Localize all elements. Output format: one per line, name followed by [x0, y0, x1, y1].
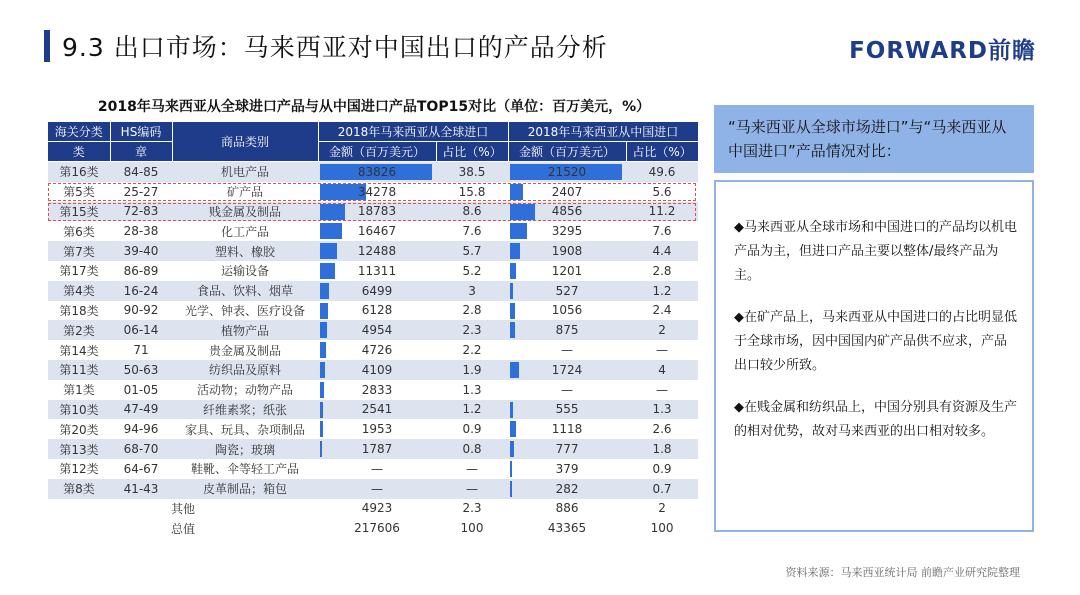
cell-china-share: 1.2	[626, 281, 698, 301]
cell-hs-code: 94-96	[110, 419, 172, 439]
cell-customs-class: 第5类	[48, 182, 110, 202]
cell-category: 运输设备	[172, 261, 318, 281]
cell-china-amount: 555	[508, 400, 626, 420]
cell-global-share: 1.2	[436, 400, 508, 420]
cell-china-share: 2.8	[626, 261, 698, 281]
analysis-bullet: ◆在贱金属和纺织品上，中国分别具有资源及生产的相对优势，故对马来西亚的出口相对较多。	[734, 400, 1017, 439]
cell-global-amount: —	[318, 479, 436, 499]
cell-global-amount: 1953	[318, 419, 436, 439]
table-row	[48, 261, 698, 281]
cell-global-amount: 4923	[318, 499, 436, 519]
cell-global-amount: 11311	[318, 261, 436, 281]
cell-china-share: 49.6	[626, 162, 698, 182]
table-row	[48, 241, 698, 261]
cell-global-amount-bar	[320, 342, 326, 358]
cell-china-amount: —	[508, 380, 626, 400]
cell-customs-class: 第14类	[48, 340, 110, 360]
cell-category: 贵金属及制品	[172, 340, 318, 360]
cell-china-amount: 1908	[508, 241, 626, 261]
cell-global-share: 2.3	[436, 499, 508, 519]
cell-china-share: 0.9	[626, 459, 698, 479]
cell-category: 纺织品及原料	[172, 360, 318, 380]
cell-category: 塑料、橡胶	[172, 241, 318, 261]
cell-category: 鞋靴、伞等轻工产品	[172, 459, 318, 479]
cell-global-amount: 6499	[318, 281, 436, 301]
cell-china-amount-bar	[510, 322, 515, 338]
cell-global-share: 100	[436, 518, 508, 538]
table-row	[48, 400, 698, 420]
cell-china-amount: 527	[508, 281, 626, 301]
table-row	[48, 281, 698, 301]
header-global-import: 2018年马来西亚从全球进口	[318, 122, 508, 142]
cell-category: 矿产品	[172, 182, 318, 202]
cell-hs-code: 72-83	[110, 202, 172, 222]
cell-global-share: 1.3	[436, 380, 508, 400]
cell-china-share: 0.7	[626, 479, 698, 499]
table-footer-row	[48, 518, 698, 538]
cell-hs-code: 68-70	[110, 439, 172, 459]
cell-global-amount-bar	[320, 283, 329, 299]
cell-hs-code: 25-27	[110, 182, 172, 202]
cell-global-amount: 2541	[318, 400, 436, 420]
cell-china-amount: 1118	[508, 419, 626, 439]
table-row	[48, 340, 698, 360]
cell-customs-class: 第6类	[48, 221, 110, 241]
cell-customs-class: 第15类	[48, 202, 110, 222]
cell-china-amount-bar	[510, 421, 516, 437]
cell-global-share: 0.8	[436, 439, 508, 459]
cell-global-amount: 2833	[318, 380, 436, 400]
cell-global-amount-bar	[320, 362, 325, 378]
cell-china-share: 5.6	[626, 182, 698, 202]
cell-global-share: 2.8	[436, 301, 508, 321]
cell-china-amount: 3295	[508, 221, 626, 241]
cell-global-share: 15.8	[436, 182, 508, 202]
cell-china-share: 4.4	[626, 241, 698, 261]
cell-china-amount: 1056	[508, 301, 626, 321]
table-row	[48, 459, 698, 479]
cell-hs-code: 39-40	[110, 241, 172, 261]
cell-customs-class: 第12类	[48, 459, 110, 479]
cell-customs-class: 第11类	[48, 360, 110, 380]
cell-hs-code: 01-05	[110, 380, 172, 400]
cell-category: 贱金属及制品	[172, 202, 318, 222]
cell-china-amount: 1201	[508, 261, 626, 281]
cell-china-amount: 21520	[508, 162, 626, 182]
cell-global-share: 2.2	[436, 340, 508, 360]
cell-china-share: 2.4	[626, 301, 698, 321]
cell-global-amount: 12488	[318, 241, 436, 261]
cell-global-amount-bar	[320, 243, 337, 259]
header-global-share: 占比（%）	[436, 142, 508, 162]
table-row	[48, 439, 698, 459]
cell-customs-class: 第20类	[48, 419, 110, 439]
cell-hs-code: 47-49	[110, 400, 172, 420]
cell-category: 纤维素浆；纸张	[172, 400, 318, 420]
cell-china-amount-bar	[510, 283, 513, 299]
cell-hs-code: 90-92	[110, 301, 172, 321]
cell-china-share: —	[626, 380, 698, 400]
cell-global-amount: 4954	[318, 320, 436, 340]
table-row	[48, 419, 698, 439]
cell-customs-class: 第17类	[48, 261, 110, 281]
table-row	[48, 360, 698, 380]
source-note: 资料来源：马来西亚统计局 前瞻产业研究院整理	[785, 566, 1020, 579]
page-title: 9.3 出口市场：马来西亚对中国出口的产品分析	[62, 33, 608, 62]
cell-china-share: 1.3	[626, 400, 698, 420]
cell-customs-class: 第10类	[48, 400, 110, 420]
cell-china-amount-bar	[510, 263, 516, 279]
cell-hs-code: 50-63	[110, 360, 172, 380]
cell-global-share: 38.5	[436, 162, 508, 182]
header-china-amount: 金额（百万美元）	[508, 142, 626, 162]
cell-china-amount-bar	[510, 243, 520, 259]
cell-global-amount-bar	[320, 303, 328, 319]
cell-china-amount-bar	[510, 441, 514, 457]
cell-china-share: 11.2	[626, 202, 698, 222]
cell-china-amount-bar	[510, 402, 513, 418]
cell-hs-code: 06-14	[110, 320, 172, 340]
cell-category: 光学、钟表、医疗设备	[172, 301, 318, 321]
cell-hs-code: 84-85	[110, 162, 172, 182]
cell-global-amount-bar	[320, 263, 335, 279]
cell-global-amount: 83826	[318, 162, 436, 182]
header-category: 商品类别	[172, 122, 318, 162]
cell-global-amount-bar	[320, 421, 323, 437]
cell-china-amount: 777	[508, 439, 626, 459]
cell-global-amount: 6128	[318, 301, 436, 321]
cell-global-share: 5.7	[436, 241, 508, 261]
cell-customs-class: 第1类	[48, 380, 110, 400]
header-hs-code: HS编码	[110, 122, 172, 142]
cell-category: 食品、饮料、烟草	[172, 281, 318, 301]
cell-hs-code: 86-89	[110, 261, 172, 281]
cell-global-share: 0.9	[436, 419, 508, 439]
cell-footer-label: 其他	[48, 499, 318, 519]
cell-global-amount: 18783	[318, 202, 436, 222]
cell-global-amount: 4726	[318, 340, 436, 360]
cell-category: 活动物；动物产品	[172, 380, 318, 400]
cell-china-amount: 2407	[508, 182, 626, 202]
cell-china-share: 2.6	[626, 419, 698, 439]
cell-category: 陶瓷；玻璃	[172, 439, 318, 459]
header-china-share: 占比（%）	[626, 142, 698, 162]
cell-category: 机电产品	[172, 162, 318, 182]
cell-global-amount-bar	[320, 402, 323, 418]
cell-customs-class: 第2类	[48, 320, 110, 340]
header-global-amount: 金额（百万美元）	[318, 142, 436, 162]
cell-customs-class: 第16类	[48, 162, 110, 182]
cell-category: 植物产品	[172, 320, 318, 340]
cell-china-share: 1.8	[626, 439, 698, 459]
header-hs-code-sub: 章	[110, 142, 172, 162]
cell-footer-label: 总值	[48, 518, 318, 538]
cell-china-amount-bar	[510, 223, 527, 239]
cell-customs-class: 第8类	[48, 479, 110, 499]
cell-china-amount: 875	[508, 320, 626, 340]
cell-global-share: 5.2	[436, 261, 508, 281]
title-accent-bar	[44, 30, 50, 62]
cell-hs-code: 28-38	[110, 221, 172, 241]
cell-china-amount-bar	[510, 461, 512, 477]
cell-hs-code: 64-67	[110, 459, 172, 479]
cell-china-amount-bar	[510, 303, 515, 319]
table-row	[48, 162, 698, 182]
cell-china-share: 2	[626, 499, 698, 519]
cell-global-amount-bar	[320, 223, 342, 239]
cell-china-share: 4	[626, 360, 698, 380]
cell-category: 家具、玩具、杂项制品	[172, 419, 318, 439]
cell-china-share: —	[626, 340, 698, 360]
cell-global-amount: 16467	[318, 221, 436, 241]
brand-logo: FORWARD前瞻	[849, 38, 1036, 64]
table-title: 2018年马来西亚从全球进口产品与从中国进口产品TOP15对比（单位：百万美元，%）	[97, 99, 651, 115]
table-row	[48, 221, 698, 241]
header-customs-class: 海关分类	[48, 122, 110, 142]
table-row	[48, 479, 698, 499]
cell-china-share: 7.6	[626, 221, 698, 241]
table-row	[48, 380, 698, 400]
cell-customs-class: 第7类	[48, 241, 110, 261]
cell-global-amount: —	[318, 459, 436, 479]
cell-global-amount-bar	[320, 441, 322, 457]
analysis-bullet: ◆马来西亚从全球市场和中国进口的产品均以机电产品为主，但进口产品主要以整体/最终产品为主。	[734, 220, 1017, 283]
cell-global-amount: 34278	[318, 182, 436, 202]
cell-china-amount-bar	[510, 481, 512, 497]
cell-global-amount-bar	[320, 322, 327, 338]
cell-global-share: 2.3	[436, 320, 508, 340]
cell-customs-class: 第18类	[48, 301, 110, 321]
cell-category: 皮革制品；箱包	[172, 479, 318, 499]
cell-china-amount-bar	[510, 362, 519, 378]
cell-global-share: 3	[436, 281, 508, 301]
cell-global-share: 8.6	[436, 202, 508, 222]
cell-china-amount: —	[508, 340, 626, 360]
cell-global-amount: 4109	[318, 360, 436, 380]
cell-global-amount: 217606	[318, 518, 436, 538]
cell-china-amount: 1724	[508, 360, 626, 380]
cell-china-amount: 886	[508, 499, 626, 519]
table-row	[48, 301, 698, 321]
cell-global-share: —	[436, 479, 508, 499]
comparison-heading: “马来西亚从全球市场进口”与“马来西亚从中国进口”产品情况对比：	[714, 105, 1034, 173]
cell-hs-code: 41-43	[110, 479, 172, 499]
cell-global-amount: 1787	[318, 439, 436, 459]
cell-customs-class: 第13类	[48, 439, 110, 459]
cell-china-amount: 379	[508, 459, 626, 479]
cell-china-share: 100	[626, 518, 698, 538]
analysis-box	[714, 180, 1034, 532]
cell-global-share: —	[436, 459, 508, 479]
cell-global-amount-bar	[320, 382, 324, 398]
analysis-bullet: ◆在矿产品上，马来西亚从中国进口的占比明显低于全球市场，因中国国内矿产品供不应求，产品出口较少所致。	[734, 310, 1017, 373]
cell-global-share: 7.6	[436, 221, 508, 241]
header-customs-class-sub: 类	[48, 142, 110, 162]
cell-china-amount: 4856	[508, 202, 626, 222]
table-footer-row	[48, 499, 698, 519]
cell-china-amount: 282	[508, 479, 626, 499]
cell-china-amount: 43365	[508, 518, 626, 538]
cell-customs-class: 第4类	[48, 281, 110, 301]
table-row	[48, 320, 698, 340]
cell-category: 化工产品	[172, 221, 318, 241]
cell-global-share: 1.9	[436, 360, 508, 380]
cell-hs-code: 16-24	[110, 281, 172, 301]
cell-china-share: 2	[626, 320, 698, 340]
cell-hs-code: 71	[110, 340, 172, 360]
header-china-import: 2018年马来西亚从中国进口	[508, 122, 698, 142]
